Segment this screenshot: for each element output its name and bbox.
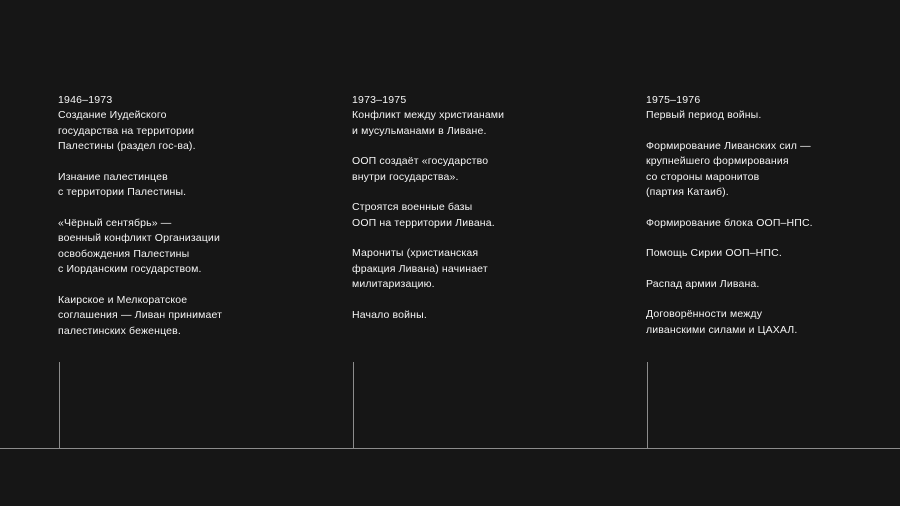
event-item: Первый период войны. <box>646 109 762 121</box>
event-item: Изнание палестинцев с территории Палестины. <box>58 170 187 198</box>
timeline-axis <box>0 448 900 449</box>
period-label-3: 1975–1976 <box>646 94 701 106</box>
event-item: Распад армии Ливана. <box>646 277 760 290</box>
event-item: Марониты (христианская фракция Ливана) начинает милитаризацию. <box>352 247 488 290</box>
timeline-column-2 <box>352 92 602 323</box>
event-item: «Чёрный сентябрь» — военный конфликт Организации освобождения Палестины с Иорданским государством. <box>58 216 220 275</box>
event-item: Начало войны. <box>352 308 427 321</box>
event-item: Строятся военные базы ООП на территории Ливана. <box>352 201 495 229</box>
timeline-tick-3 <box>647 362 648 448</box>
event-item: Помощь Сирии ООП–НПС. <box>646 247 782 259</box>
timeline-tick-2 <box>353 362 354 448</box>
event-item: Создание Иудейского государства на территории Палестины (раздел гос-ва). <box>58 109 196 152</box>
period-label-1: 1946–1973 <box>58 94 113 106</box>
event-item: Формирование Ливанских сил — крупнейшего формирования со стороны маронитов (партия Катаиб). <box>646 139 811 198</box>
event-item: Договорённости между ливанскими силами и ЦАХАЛ. <box>646 308 798 336</box>
event-item: Формирование блока ООП–НПС. <box>646 216 813 229</box>
timeline-column-1 <box>58 92 308 339</box>
period-label-2: 1973–1975 <box>352 94 407 106</box>
timeline-tick-1 <box>59 362 60 448</box>
event-item: Конфликт между христианами и мусульманами в Ливане. <box>352 109 505 137</box>
timeline-column-3 <box>646 92 896 338</box>
event-item: Каирское и Мелкоратское соглашения — Ливан принимает палестинских беженцев. <box>58 293 223 337</box>
event-item: ООП создаёт «государство внутри государства». <box>352 155 489 183</box>
